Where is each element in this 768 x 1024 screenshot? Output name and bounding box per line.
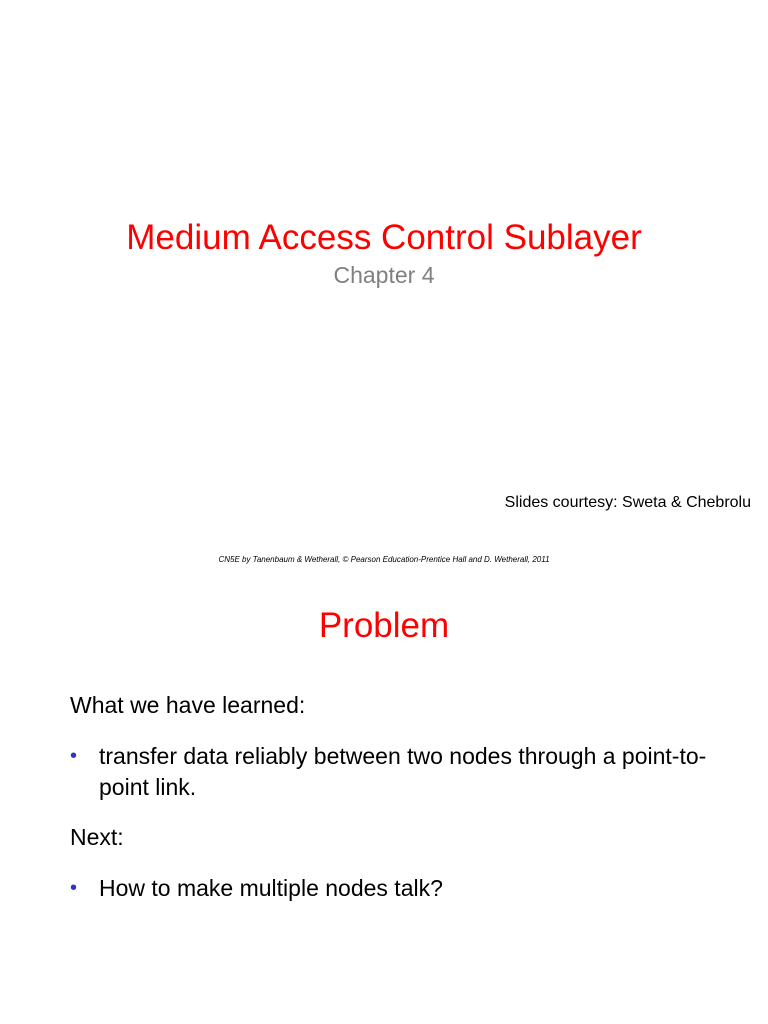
bullet-text: How to make multiple nodes talk? xyxy=(99,875,443,901)
slides-courtesy-text: Slides courtesy: Sweta & Chebrolu xyxy=(504,494,751,511)
slide-subtitle: Chapter 4 xyxy=(333,262,435,288)
copyright-footer: CN5E by Tanenbaum & Wetherall, © Pearson Education-Prentice Hall and D. Wetherall, 2011 xyxy=(218,555,550,564)
bullet-text: transfer data reliably between two nodes through a point-to-point link. xyxy=(99,743,707,800)
bullet-icon: • xyxy=(70,877,78,899)
slide-title-heading: Medium Access Control Sublayer xyxy=(126,218,642,257)
problem-heading: Problem xyxy=(318,606,450,645)
next-heading: Next: xyxy=(70,824,124,850)
learned-heading: What we have learned: xyxy=(70,692,306,718)
slide-problem xyxy=(0,582,768,1024)
bullet-icon: • xyxy=(70,745,78,767)
